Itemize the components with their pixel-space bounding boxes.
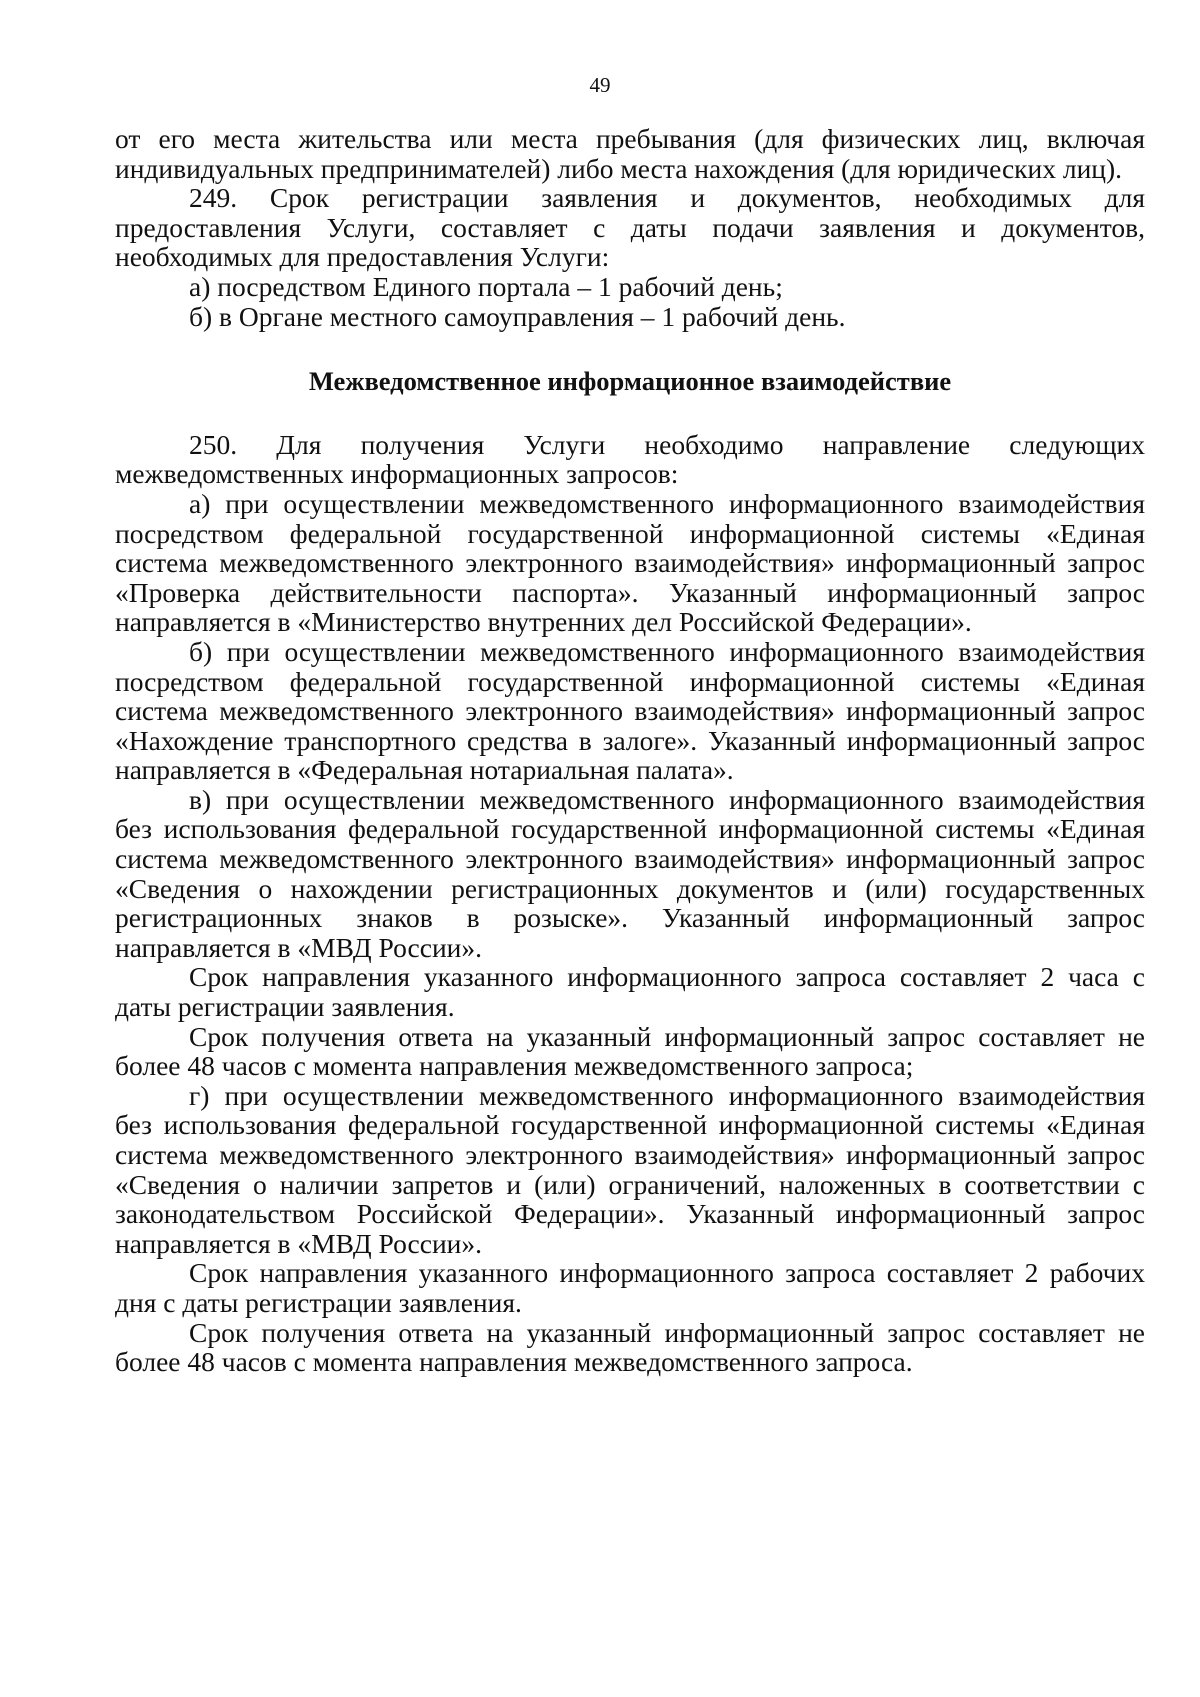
list-item-250-v: в) при осуществлении межведомственного информационного взаимодействия без использования федеральной государственной информационной системы «Единая система межведомственного электронного взаимодействия» информационный запрос «Сведения о нахождении регистрационных документов и (или) государственных регистрационных знаков в розыске». Указанный информационный запрос направляется в «МВД России». xyxy=(115,783,1145,963)
paragraph-send-deadline-2: Срок направления указанного информационного запроса составляет 2 рабочих дня с даты регистрации заявления. xyxy=(115,1257,1145,1318)
document-body xyxy=(115,124,1145,1377)
page-number: 49 xyxy=(589,73,611,97)
paragraph-send-deadline-1: Срок направления указанного информационного запроса составляет 2 часа с даты регистрации заявления. xyxy=(115,961,1145,1023)
paragraph-response-deadline-1: Срок получения ответа на указанный информационный запрос составляет не более 48 часов с момента направления межведомственного запроса; xyxy=(115,1020,1145,1082)
list-item-249-a: а) посредством Единого портала – 1 рабочий день; xyxy=(189,270,783,302)
paragraph-response-deadline-2: Срок получения ответа на указанный информационный запрос составляет не более 48 часов с момента направления межведомственного запроса. xyxy=(115,1316,1145,1378)
paragraph-249: 249. Срок регистрации заявления и документов, необходимых для предоставления Услуги, составляет с даты подачи заявления и документов, необходимых для предоставления Услуги: xyxy=(115,182,1145,273)
list-item-250-a: а) при осуществлении межведомственного информационного взаимодействия посредством федеральной государственной информационной системы «Единая система межведомственного электронного взаимодействия» информационный запрос «Проверка действительности паспорта». Указанный информационный запрос направляется в «Министерство внутренних дел Российской Федерации». xyxy=(115,487,1145,638)
paragraph-continuation: от его места жительства или места пребывания (для физических лиц, включая индивидуальных предпринимателей) либо места нахождения (для юридических лиц). xyxy=(115,123,1145,184)
list-item-250-b: б) при осуществлении межведомственного информационного взаимодействия посредством федеральной государственной информационной системы «Единая система межведомственного электронного взаимодействия» информационный запрос «Нахождение транспортного средства в залоге». Указанный информационный запрос направляется в «Федеральная нотариальная палата». xyxy=(115,635,1145,786)
section-heading: Межведомственное информационное взаимодействие xyxy=(308,366,952,397)
list-item-250-g: г) при осуществлении межведомственного информационного взаимодействия без использования федеральной государственной информационной системы «Единая система межведомственного электронного взаимодействия» информационный запрос «Сведения о наличии запретов и (или) ограничений, наложенных в соответствии с законодательством Российской Федерации». Указанный информационный запрос направляется в «МВД России». xyxy=(115,1079,1145,1259)
paragraph-250: 250. Для получения Услуги необходимо направление следующих межведомственных информационных запросов: xyxy=(115,428,1145,490)
list-item-249-b: б) в Органе местного самоуправления – 1 рабочий день. xyxy=(189,300,846,332)
